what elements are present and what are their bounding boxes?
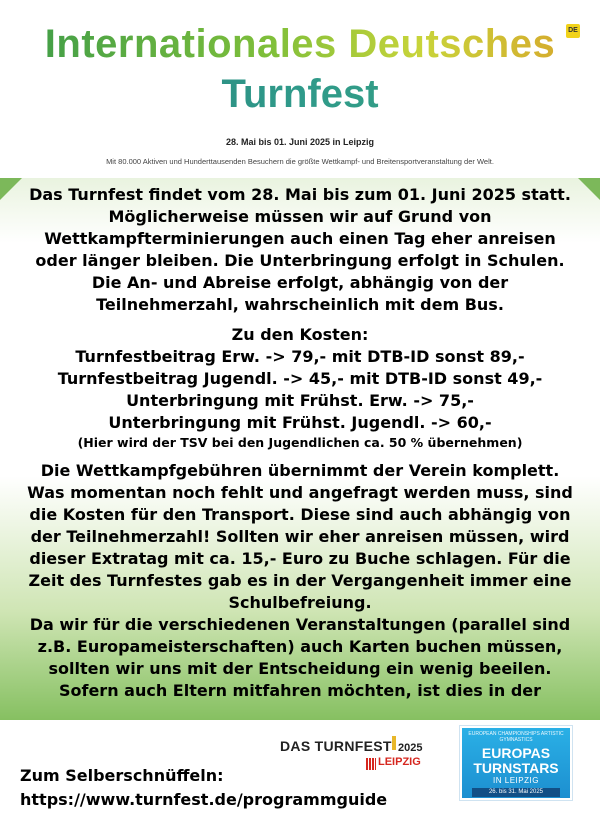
page-title-line1: Internationales Deutsches [0, 22, 600, 67]
leipzig-flag-icon [366, 758, 376, 770]
text-line: z.B. Europameisterschaften) auch Karten buchen müssen, [37, 637, 563, 656]
text-line: Die An- und Abreise erfolgt, abhängig von der [91, 273, 509, 292]
europas-turnstars-badge [460, 726, 572, 800]
programmguide-link[interactable]: https://www.turnfest.de/programmguide [20, 790, 388, 809]
text-line: Das Turnfest findet vom 28. Mai bis zum 01. Juni 2025 statt. [29, 185, 571, 204]
turnfest-logo-year: 2025 [398, 742, 423, 754]
text-line: Teilnehmerzahl, wahrscheinlich mit dem Bus. [96, 295, 504, 314]
text-line: dieser Extratag mit ca. 15,- Euro zu Buche schlagen. Für die [29, 549, 571, 568]
badge-line1: EUROPAS [481, 745, 551, 761]
badge-line2: TURNSTARS [473, 760, 559, 776]
badge-line3: IN LEIPZIG [493, 776, 539, 785]
content-text [12, 184, 588, 710]
content-panel [0, 178, 600, 720]
event-subtitle: Mit 80.000 Aktiven und Hunderttausenden Besuchern die größte Wettkampf- und Breitensportveranstaltung der Welt. [106, 157, 494, 166]
costs-heading: Zu den Kosten: [231, 325, 369, 344]
costs-note: (Hier wird der TSV bei den Jugendlichen ca. 50 % übernehmen) [77, 435, 523, 450]
badge-top-text: EUROPEAN CHAMPIONSHIPS ARTISTIC GYMNASTICS [468, 731, 564, 743]
text-line: der Teilnehmerzahl! Sollten wir eher anreisen müssen, wird [30, 527, 570, 546]
text-line: oder länger bleiben. Die Unterbringung erfolgt in Schulen. [35, 251, 565, 270]
cost-line: Unterbringung mit Frühst. Jugendl. -> 60,- [108, 413, 492, 432]
turnfest-logo-mark-icon [392, 736, 396, 750]
turnfest-logo-text: DAS TURNFEST [280, 738, 392, 754]
cost-line: Turnfestbeitrag Jugendl. -> 45,- mit DTB-ID sonst 49,- [57, 369, 543, 388]
text-line: Möglicherweise müssen wir auf Grund von [108, 207, 492, 226]
link-label: Zum Selberschnüffeln: [20, 766, 224, 785]
paragraph-details [12, 460, 588, 702]
cost-line: Turnfestbeitrag Erw. -> 79,- mit DTB-ID sonst 89,- [75, 347, 525, 366]
paragraph-intro [12, 184, 588, 316]
text-line: Wettkampfterminierungen auch einen Tag eher anreisen [44, 229, 556, 248]
badge-dates: 26. bis 31. Mai 2025 [472, 788, 560, 797]
text-line: Da wir für die verschiedenen Veranstaltungen (parallel sind [29, 615, 571, 634]
cost-line: Unterbringung mit Frühst. Erw. -> 75,- [126, 391, 474, 410]
de-badge: DE [566, 24, 580, 38]
header [0, 0, 600, 180]
text-line: Sofern auch Eltern mitfahren möchten, ist dies in der [58, 681, 542, 700]
text-line: Zeit des Turnfestes gab es in der Vergangenheit immer eine [28, 571, 572, 590]
event-date: 28. Mai bis 01. Juni 2025 in Leipzig [225, 137, 375, 147]
text-line: Schulbefreiung. [228, 593, 372, 612]
text-line: Die Wettkampfgebühren übernimmt der Verein komplett. [40, 461, 560, 480]
paragraph-costs [12, 324, 588, 452]
page-title-line2: Turnfest [0, 72, 600, 117]
text-line: die Kosten für den Transport. Diese sind auch abhängig von [29, 505, 571, 524]
turnfest-logo-city: LEIPZIG [378, 756, 421, 768]
text-line: sollten wir uns mit der Entscheidung ein wenig beeilen. [48, 659, 552, 678]
text-line: Was momentan noch fehlt und angefragt werden muss, sind [27, 483, 573, 502]
